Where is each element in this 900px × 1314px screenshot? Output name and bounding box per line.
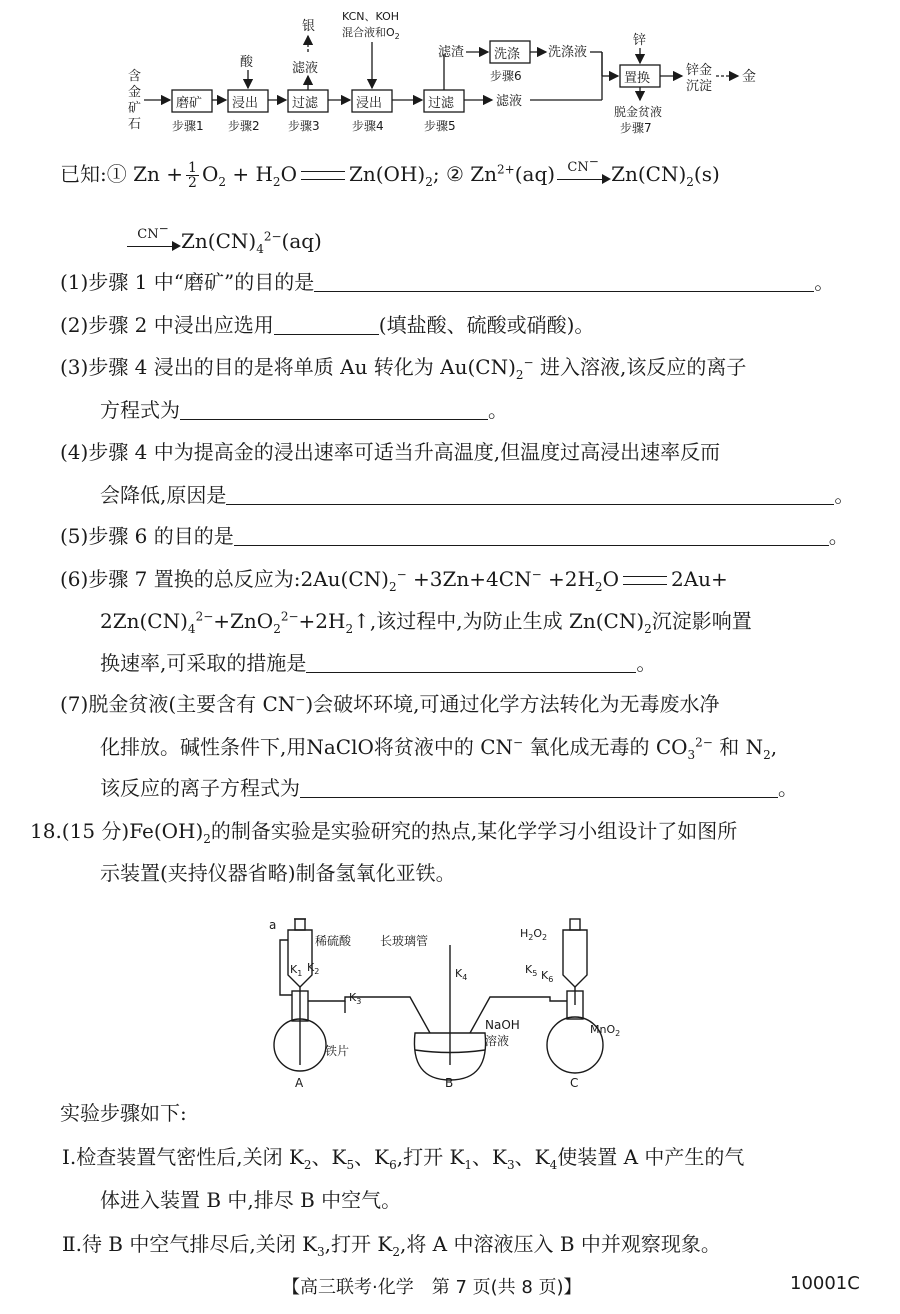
answer-blank-1[interactable] — [314, 271, 814, 292]
label-h2o2: $H_2O_2$ — [520, 927, 548, 942]
question-3-line2: 方程式为 。 — [100, 398, 508, 422]
process-flow-diagram — [120, 8, 780, 143]
flow-step-3: 步骤3 — [288, 119, 320, 133]
question-7-line1: (7)脱金贫液(主要含有 CN−)会破坏环境,可通过化学方法转化为无毒废水净 — [60, 692, 720, 716]
question-1: (1)步骤 1 中“磨矿”的目的是 。 — [60, 270, 835, 294]
step-2: Ⅱ.待 B 中空气排尽后,关闭 $K_3$,打开 $K_2$,将 A 中溶液压入 B 中并观察现象。 — [62, 1232, 721, 1259]
flow-box-filter1-label: 过滤 — [292, 96, 319, 111]
answer-blank-4[interactable] — [226, 484, 834, 505]
flow-residue-label: 滤渣 — [438, 45, 465, 60]
flow-start-3: 矿 — [128, 101, 142, 116]
flow-box-leach1-label: 浸出 — [232, 96, 259, 111]
flow-product-line1: 锌金 — [686, 63, 713, 78]
steps-title: 实验步骤如下: — [60, 1101, 187, 1125]
flow-step-2: 步骤2 — [228, 119, 260, 133]
apparatus-diagram — [245, 905, 655, 1090]
equals-sign — [301, 171, 345, 180]
question-6-line3: 换速率,可采取的措施是 。 — [100, 651, 657, 675]
label-A: A — [295, 1076, 304, 1090]
label-k2: $K_2$ — [307, 961, 320, 976]
flow-gold-label: 金 — [742, 69, 756, 85]
flow-box-grind-label: 磨矿 — [176, 96, 203, 111]
answer-blank-6[interactable] — [306, 652, 636, 673]
flow-step-6: 步骤6 — [490, 69, 522, 83]
flow-zinc-label: 锌 — [633, 33, 647, 48]
label-k5: $K_5$ — [525, 963, 538, 978]
label-B: B — [445, 1076, 454, 1090]
flow-filtrate3-label: 滤液 — [292, 61, 319, 76]
label-naoh-line1: NaOH — [485, 1018, 520, 1032]
flow-reagent4-line1: KCN、KOH — [342, 10, 400, 23]
flow-product-line2: 沉淀 — [686, 79, 713, 94]
flow-box-replace-label: 置换 — [624, 71, 651, 86]
answer-blank-2[interactable] — [274, 314, 379, 335]
footer-text: 【高三联考·化学 第 7 页(共 8 页)】 — [282, 1277, 582, 1298]
question-6-line1: (6)步骤 7 置换的总反应为$:2Au(CN)_2^- +3Zn+4CN^- +2H_2O$ 2Au+ — [60, 567, 728, 594]
fraction-half: $\frac{1}{2}$ — [188, 160, 197, 191]
flow-filtrate5-label: 滤液 — [496, 94, 523, 109]
flow-step-7: 步骤7 — [620, 121, 652, 135]
question-18-line2: 示装置(夹持仪器省略)制备氢氧化亚铁。 — [100, 861, 456, 885]
question-3-line1: (3)步骤 4 浸出的目的是将单质 Au 转化为 $Au(CN)_2^-$ 进入溶液,该反应的离子 — [60, 355, 747, 382]
flow-start-1: 含 — [128, 69, 142, 84]
label-k4: $K_4$ — [455, 967, 468, 982]
flow-box-leach2-label: 浸出 — [356, 96, 383, 111]
question-7-line3: 该反应的离子方程式为 。 — [100, 776, 798, 800]
flow-start-4: 石 — [128, 117, 142, 132]
flow-step-4: 步骤4 — [352, 119, 384, 133]
answer-blank-5[interactable] — [234, 525, 829, 546]
flow-silver-label: 银 — [302, 19, 316, 34]
flow-lean-label: 脱金贫液 — [614, 105, 663, 119]
reaction-arrow-1: CN− — [555, 166, 611, 186]
flow-step-1: 步骤1 — [172, 119, 204, 133]
label-mno2: MnO$_2$ — [590, 1023, 621, 1038]
label-tube: 长玻璃管 — [380, 934, 429, 948]
question-6-line2: $2Zn(CN)_4^{2-}+ZnO_2^{2-}+2H_2↑$,该过程中,为防止生成 $Zn(CN)_2$沉淀影响置 — [100, 609, 752, 636]
known-reaction-2: CN− $Zn(CN)_4^{2-}(aq)$ — [125, 227, 322, 255]
question-2: (2)步骤 2 中浸出应选用 (填盐酸、硫酸或硝酸)。 — [60, 313, 595, 337]
question-7-line2: 化排放。碱性条件下,用NaClO将贫液中的 CN− 氧化成无毒的 $CO_3^{2-}$ 和 $N_2$, — [100, 735, 778, 762]
label-naoh-line2: 溶液 — [485, 1034, 510, 1048]
flow-start-2: 金 — [128, 85, 142, 100]
question-18-line1: 18.(15 分)$Fe(OH)_2$的制备实验是实验研究的热点,某化学学习小组设计了如图所 — [30, 819, 738, 846]
question-5: (5)步骤 6 的目的是 。 — [60, 524, 849, 548]
answer-blank-3[interactable] — [180, 399, 488, 420]
label-k3: $K_3$ — [349, 991, 362, 1006]
label-k1: $K_1$ — [290, 963, 303, 978]
step-1-line1: Ⅰ.检查装置气密性后,关闭 $K_2$、$K_5$、$K_6$,打开 $K_1$、$K_3$、$K_4$使装置 A 中产生的气 — [62, 1145, 745, 1172]
flow-step-5: 步骤5 — [424, 119, 456, 133]
reaction-arrow-2: CN− — [125, 233, 181, 253]
label-iron: 铁片 — [325, 1044, 350, 1058]
flow-box-wash-label: 洗涤 — [494, 47, 521, 62]
label-C: C — [570, 1076, 579, 1090]
question-4-line2: 会降低,原因是 。 — [100, 483, 855, 507]
answer-blank-7[interactable] — [300, 777, 778, 798]
footer-code: 10001C — [790, 1273, 860, 1294]
label-acid: 稀硫酸 — [315, 934, 352, 948]
question-4-line1: (4)步骤 4 中为提高金的浸出速率可适当升高温度,但温度过高浸出速率反而 — [60, 440, 721, 464]
equals-sign-q6 — [623, 576, 667, 585]
flow-reagent4-line2: 混合液和$O_2$ — [342, 26, 400, 41]
label-a: a — [269, 918, 277, 932]
label-k6: $K_6$ — [541, 969, 554, 984]
step-1-line2: 体进入装置 B 中,排尽 B 中空气。 — [100, 1188, 402, 1212]
flow-box-filter2-label: 过滤 — [428, 96, 455, 111]
flow-acid-label: 酸 — [240, 55, 254, 70]
flow-wash-liquid-label: 洗涤液 — [548, 45, 588, 60]
known-reaction-1: 已知:① Zn + $\frac{1}{2}$ $O_2 + H_2O$ $Zn(OH)_2$; ② $Zn^{2+}(aq)$ CN− $Zn(CN)_2(s)$ — [60, 154, 720, 191]
